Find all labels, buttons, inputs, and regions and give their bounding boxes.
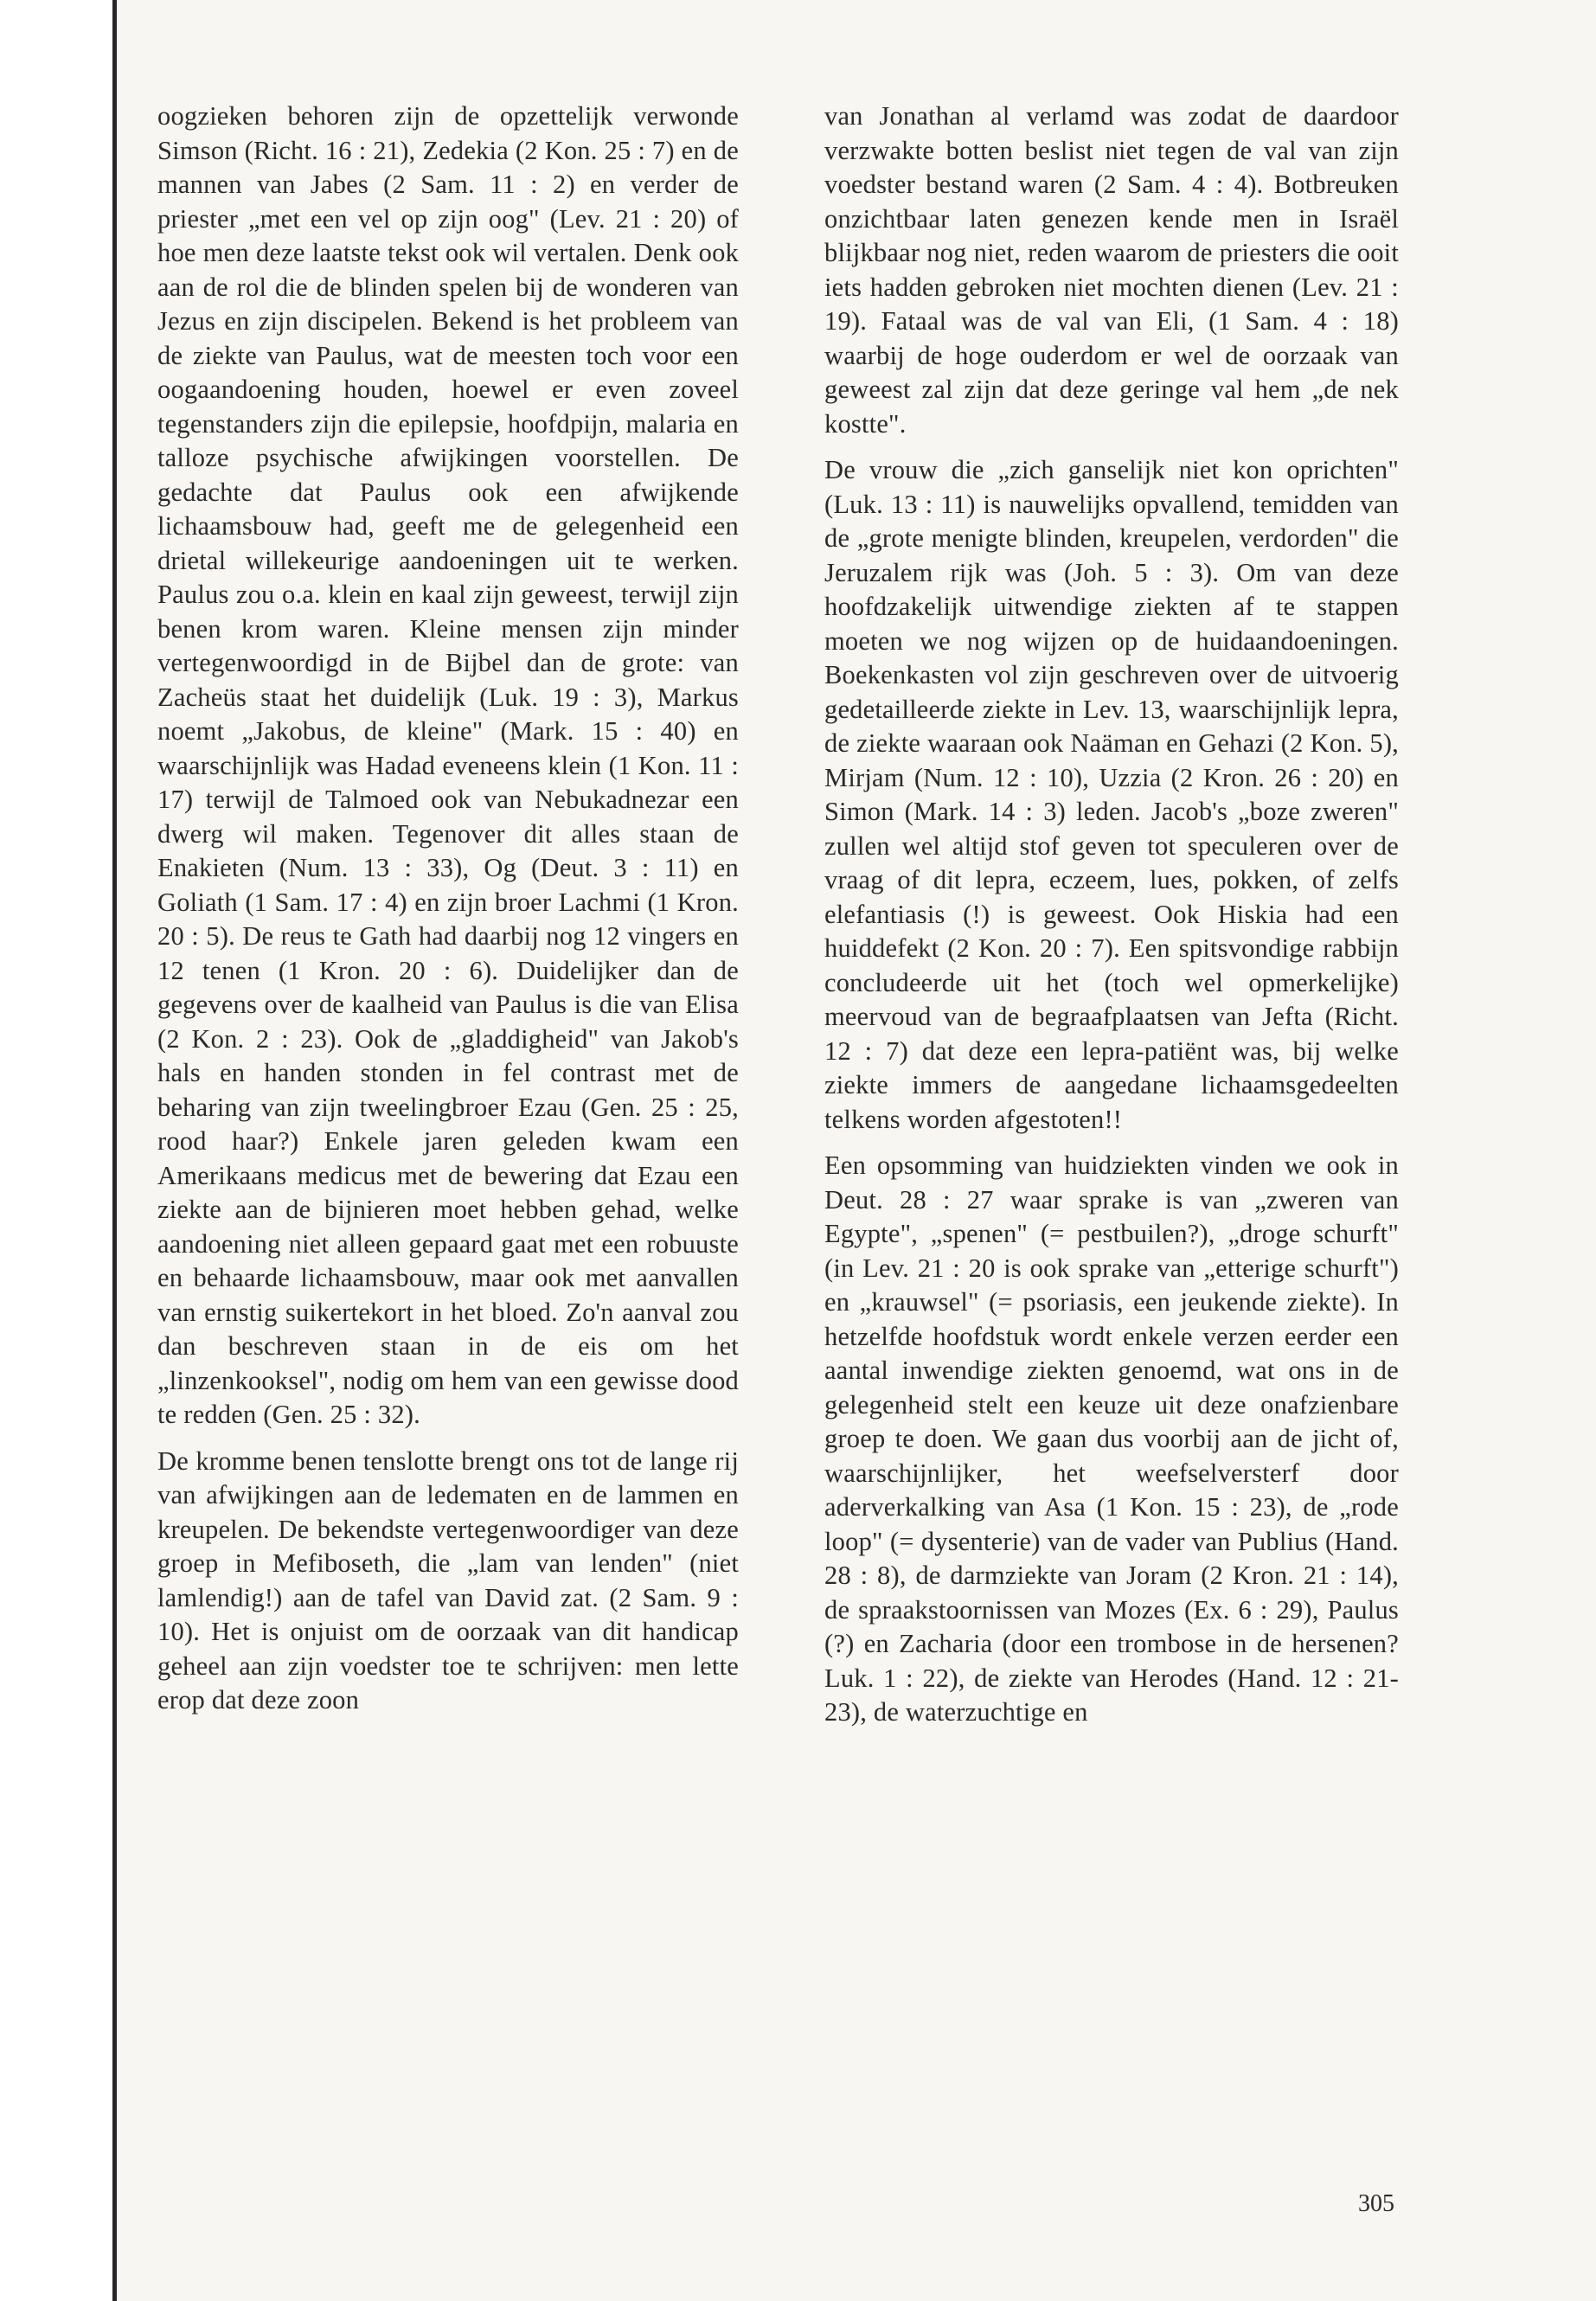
page-number: 305 — [1358, 2190, 1394, 2217]
left-text-column — [157, 99, 739, 1730]
right-paragraph-2: De vrouw die „zich ganselijk niet kon oprichten" (Luk. 13 : 11) is nauwelijks opvallend, temidden van de „grote menigte blinden, kreupelen, verdorden" die Jeruzalem rijk was (Joh. 5 : 3). Om van deze hoofdzakelijk uitwendige ziekten af te stappen moeten we nog wijzen op de huidaandoeningen. Boekenkasten vol zijn geschreven over de uitvoerig gedetailleerde ziekte in Lev. 13, waarschijnlijk lepra, de ziekte waaraan ook Naäman en Gehazi (2 Kon. 5), Mirjam (Num. 12 : 10), Uzzia (2 Kron. 26 : 20) en Simon (Mark. 14 : 3) leden. Jacob's „boze zweren" zullen wel altijd stof geven tot speculeren over de vraag of dit lepra, eczeem, lues, pokken, of zelfs elefantiasis (!) is geweest. Ook Hiskia had een huiddefekt (2 Kon. 20 : 7). Een spitsvondige rabbijn concludeerde uit het (toch wel opmerkelijke) meervoud van de begraafplaatsen van Jefta (Richt. 12 : 7) dat deze een lepra-patiënt was, bij welke ziekte immers de aangedane lichaamsgedeelten telkens worden afgestoten!! — [824, 455, 1399, 1134]
scan-page-edge — [0, 0, 117, 2301]
right-paragraph-1: van Jonathan al verlamd was zodat de daardoor verzwakte botten beslist niet tegen de val van zijn voedster bestand waren (2 Sam. 4 : 4). Botbreuken onzichtbaar laten genezen kende men in Israël blijkbaar nog niet, reden waarom de priesters die ooit iets hadden gebroken niet mochten dienen (Lev. 21 : 19). Fataal was de val van Eli, (1 Sam. 4 : 18) waarbij de hoge ouderdom er wel de oorzaak van geweest zal zijn dat deze geringe val hem „de nek kostte". — [824, 101, 1399, 439]
left-paragraph-2: De kromme benen tenslotte brengt ons tot de lange rij van afwijkingen aan de ledematen en de lammen en kreupelen. De bekendste vertegenwoordiger van deze groep in Mefiboseth, die „lam van lenden" (niet lamlendig!) aan de tafel van David zat. (2 Sam. 9 : 10). Het is onjuist om de oorzaak van dit handicap geheel aan zijn voedster toe te schrijven: men lette erop dat deze zoon — [157, 1445, 739, 1715]
right-paragraph-3: Een opsomming van huidziekten vinden we ook in Deut. 28 : 27 waar sprake is van „zweren van Egypte", „spenen" (= pestbuilen?), „droge schurft" (in Lev. 21 : 20 is ook sprake van „etterige schurft") en „krauwsel" (= psoriasis, een jeukende ziekte). In hetzelfde hoofdstuk wordt enkele verzen eerder een aantal inwendige ziekten genoemd, wat ons in de gelegenheid stelt een keuze uit deze onafzienbare groep te doen. We gaan dus voorbij aan de jicht of, waarschijnlijker, het weefselversterf door aderverkalking van Asa (1 Kon. 15 : 23), de „rode loop" (= dysenterie) van de vader van Publius (Hand. 28 : 8), de darmziekte van Joram (2 Kron. 21 : 14), de spraakstoornissen van Mozes (Ex. 6 : 29), Paulus (?) en Zacharia (door een trombose in de hersenen? Luk. 1 : 22), de ziekte van Herodes (Hand. 12 : 21-23), de waterzuchtige en — [824, 1150, 1399, 1727]
right-text-column — [824, 99, 1399, 1742]
left-paragraph-1: oogzieken behoren zijn de opzettelijk verwonde Simson (Richt. 16 : 21), Zedekia (2 Kon. 25 : 7) en de mannen van Jabes (2 Sam. 11 : 2) en verder de priester „met een vel op zijn oog" (Lev. 21 : 20) of hoe men deze laatste tekst ook wil vertalen. Denk ook aan de rol die de blinden spelen bij de wonderen van Jezus en zijn discipelen. Bekend is het probleem van de ziekte van Paulus, wat de meesten toch voor een oogaandoening houden, hoewel er even zoveel tegenstanders zijn die epilepsie, hoofdpijn, malaria en talloze psychische afwijkingen voorstellen. De gedachte dat Paulus ook een afwijkende lichaamsbouw had, geeft me de gelegenheid een drietal willekeurige aandoeningen uit te werken. Paulus zou o.a. klein en kaal zijn geweest, terwijl zijn benen krom waren. Kleine mensen zijn minder vertegenwoordigd in de Bijbel dan de grote: van Zacheüs staat het duidelijk (Luk. 19 : 3), Markus noemt „Jakobus, de kleine" (Mark. 15 : 40) en waarschijnlijk was Hadad eveneens klein (1 Kon. 11 : 17) terwijl de Talmoed ook van Nebukadnezar een dwerg wil maken. Tegenover dit alles staan de Enakieten (Num. 13 : 33), Og (Deut. 3 : 11) en Goliath (1 Sam. 17 : 4) en zijn broer Lachmi (1 Kron. 20 : 5). De reus te Gath had daarbij nog 12 vingers en 12 tenen (1 Kron. 20 : 6). Duidelijker dan de gegevens over de kaalheid van Paulus is die van Elisa (2 Kon. 2 : 23). Ook de „gladdigheid" van Jakob's hals en handen stonden in fel contrast met de beharing van zijn tweelingbroer Ezau (Gen. 25 : 25, rood haar?) Enkele jaren geleden kwam een Amerikaans medicus met de bewering dat Ezau een ziekte aan de bijnieren moet hebben gehad, welke aandoening niet alleen gepaard gaat met een robuuste en behaarde lichaamsbouw, maar ook met aanvallen van ernstig suikertekort in het bloed. Zo'n aanval zou dan beschreven staan in de eis om het „linzenkooksel", nodig om hem van een gewisse dood te redden (Gen. 25 : 32). — [157, 101, 739, 1429]
